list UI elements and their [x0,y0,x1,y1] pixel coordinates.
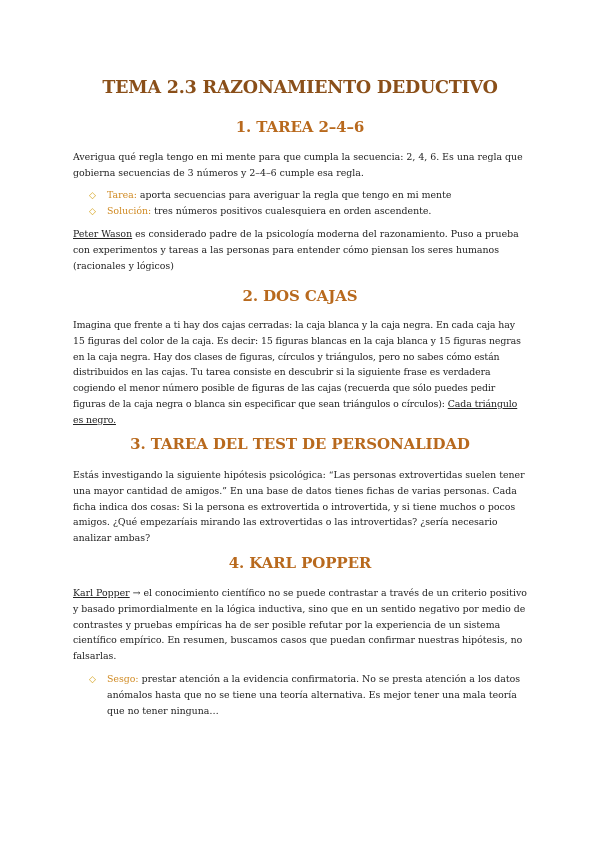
dos-cajas-highlight: Cada triángulo es negro. [73,398,518,426]
popper-bullet-list [88,672,528,719]
test-personalidad-paragraph: Estás investigando la siguiente hipótesis psicológica: “Las personas extrovertidas suelen tener una mayor cantidad de amigos.” En una base de datos tienes fichas de varias personas. Cada ficha indica dos cosas: Si la persona es extrovertida o introvertida, y si tiene muchos o pocos amigos. ¿Qué empezaríais mirando las extrovertidas o las introvertidas? ¿sería necesario analizar ambas? [73,470,525,545]
bullet-text: tres números positivos cualesquiera en orden ascendente. [151,205,432,217]
popper-paragraph [73,586,529,665]
page-title: TEMA 2.3 RAZONAMIENTO DEDUCTIVO [102,78,498,98]
bullet-item [88,672,528,719]
popper-text: → el conocimiento científico no se puede contrastar a través de un criterio positivo y basado primordialmente en la lógica inductiva, sino que en un sentido negativo por medio de contrastes y pruebas empíricas ha de ser posible refutar por la experiencia de un sistema científico empírico. En resumen, buscamos casos que puedan confirmar nuestras hipótesis, no falsarlas. [73,588,527,663]
section-heading-dos-cajas: 2. DOS CAJAS [242,287,358,305]
dos-cajas-paragraph [73,318,529,429]
bullet-item [88,204,528,220]
dos-cajas-text: Imagina que frente a ti hay dos cajas cerradas: la caja blanca y la caja negra. En cada caja hay 15 figuras del color de la caja. Es decir: 15 figuras blancas en la caja blanca y 15 figuras negras en la caja negra. Hay dos clases de figuras, círculos y triángulos, pero no sabes cómo están distribuidos en las cajas. Tu tarea consiste en descubrir si la siguiente frase es verdadera cogiendo el menor número posible de figuras de las cajas (recuerda que sólo puedes pedir figuras de la caja negra o blanca sin especificar que sean triángulos o círculos): [73,320,521,410]
bullet-item [88,188,528,204]
bullet-text: prestar atención a la evidencia confirmatoria. No se presta atención a los datos anómalos hasta que no se tiene una teoría alternativa. Es mejor tener una mala teoría que no tener ninguna… [107,674,521,717]
bullet-label: Sesgo: [107,674,139,685]
section-heading-test-personalidad: 3. TAREA DEL TEST DE PERSONALIDAD [130,435,470,453]
bullet-label: Solución: [107,205,152,217]
popper-link[interactable]: Karl Popper [73,588,130,599]
diamond-outline-icon: ◇ [89,206,96,217]
bullet-label: Tarea: [107,190,137,201]
section-intro-paragraph: Averigua qué regla tengo en mi mente para que cumpla la secuencia: 2, 4, 6. Es una regla que gobierna secuencias de 3 números y 2–4–6 cumple esa regla. [73,152,523,179]
wason-paragraph [73,227,529,274]
diamond-outline-icon: ◇ [89,191,96,201]
wason-text: es considerado padre de la psicología moderna del razonamiento. Puso a prueba con experimentos y tareas a las personas para entender cómo piensan los seres humanos (racionales y lógicos) [73,229,519,272]
section-heading-karl-popper: 4. KARL POPPER [228,554,372,572]
diamond-outline-icon: ◇ [89,675,96,685]
bullet-text: aporta secuencias para averiguar la regla que tengo en mi mente [136,190,452,201]
wason-link[interactable]: Peter Wason [73,229,133,240]
section-bullet-list [88,188,528,220]
section-heading-tarea-246: 1. TAREA 2–4–6 [235,118,365,136]
